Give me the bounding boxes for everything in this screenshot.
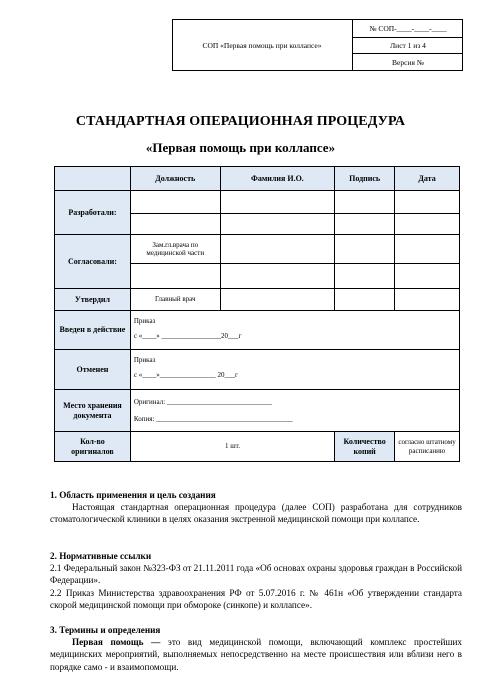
col-name: Фамилия И.О.: [220, 167, 335, 191]
col-signature: Подпись: [335, 167, 395, 191]
section-1-text: Настоящая стандартная операционная процедура (далее СОП) разработана для сотрудников стоматологической клиники в целях оказания экстренной медицинской помощи при коллапсе.: [50, 502, 462, 525]
copies-count-label: Количество копий: [335, 432, 395, 462]
version: Версия №: [392, 58, 424, 67]
agreed-row-1: [55, 235, 460, 264]
agreed-position: Зам.гл.врача по медицинской части: [130, 235, 220, 264]
counts-row: [55, 432, 460, 462]
row-label-storage: Место хранения документа: [55, 390, 131, 432]
section-1-title: 1. Область применения и цель создания: [50, 490, 216, 500]
storage-original: Оригинал: ______________________________: [133, 397, 272, 406]
col-position: Должность: [130, 167, 220, 191]
row-label-agreed: Согласовали:: [55, 235, 131, 289]
originals-value: 1 шт.: [130, 432, 334, 462]
copies-value: согласно штатному расписанию: [395, 432, 460, 462]
section-3-text: [50, 636, 462, 673]
section-2: [50, 550, 462, 611]
section-2-item-1: 2.1 Федеральный закон №323-ФЗ от 21.11.2011 года «Об основах охраны здоровья граждан в Российской Федерации».: [50, 563, 462, 586]
introduced-order: Приказ: [133, 317, 156, 325]
approval-table: [54, 166, 460, 462]
storage-row: [55, 390, 460, 432]
row-label-approved: Утвердил: [55, 289, 131, 311]
introduced-row: [55, 311, 460, 350]
cancelled-row: [55, 350, 460, 390]
section-2-item-2: 2.2 Приказ Министерства здравоохранения РФ от 5.07.2016 г. № 461н «Об утверждении стандарта скорой медицинской помощи при обмороке (синкопе) и коллапсе».: [50, 587, 462, 610]
document-subtitle: «Первая помощь при коллапсе»: [145, 140, 336, 155]
table-corner-cell: [55, 167, 131, 191]
header-title: СОП «Первая помощь при коллапсе»: [172, 19, 353, 71]
section-3: [50, 624, 462, 673]
row-label-developed: Разработали:: [55, 191, 131, 235]
introduced-date: с «____» _________________20___г: [133, 332, 242, 340]
section-1: [50, 489, 462, 526]
table-header-row: [55, 167, 460, 191]
developed-row-1: [55, 191, 460, 214]
document-title: СТАНДАРТНАЯ ОПЕРАЦИОННАЯ ПРОЦЕДУРА: [75, 114, 406, 129]
approved-position: Главный врач: [130, 289, 220, 311]
sheet-number: Лист 1 из 4: [353, 38, 463, 54]
cancelled-date: с «____»________________ 20___г: [133, 371, 238, 379]
section-3-title: 3. Термины и определения: [50, 625, 161, 635]
row-label-cancelled: Отменен: [55, 350, 131, 390]
term-first-aid: Первая помощь —: [72, 637, 161, 648]
cancelled-order: Приказ: [133, 356, 156, 364]
storage-copy: Копия: _______________________________________: [133, 414, 293, 423]
col-date: Дата: [395, 167, 460, 191]
row-label-originals: Кол-во оригиналов: [55, 432, 131, 462]
section-2-title: 2. Нормативные ссылки: [50, 551, 152, 561]
row-label-introduced: Введен в действие: [55, 311, 131, 350]
term-first-aid-definition: это вид медицинской помощи, включающий комплекс простейших медицинских мероприятий, выполняемых непосредственно на месте происшествия или вблизи него в порядке само - и взаимопомощи.: [50, 637, 463, 672]
approved-row: [55, 289, 460, 311]
sop-number: № СОП-____-____-____: [353, 19, 463, 38]
